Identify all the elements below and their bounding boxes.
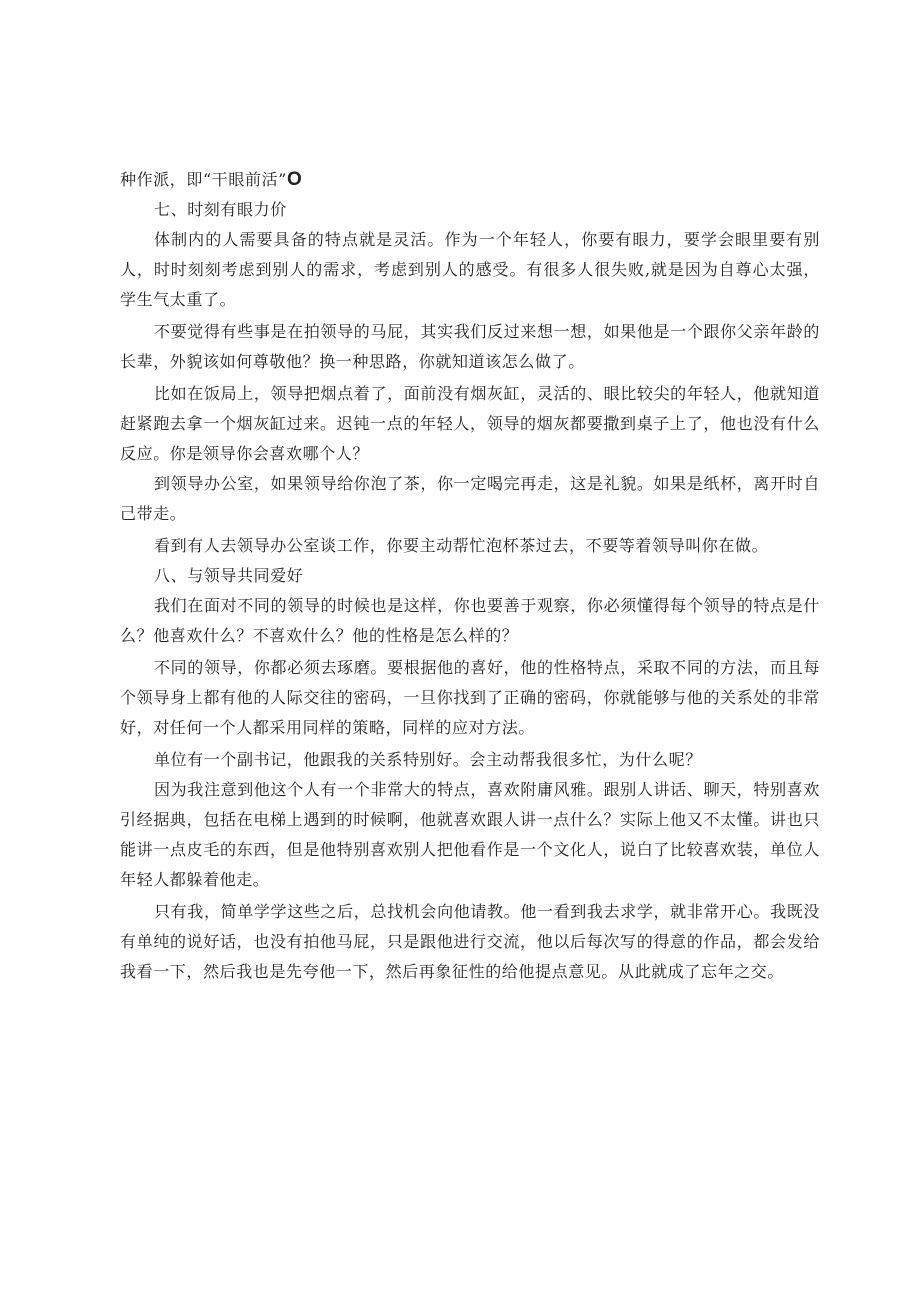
paragraph-7-3: 比如在饭局上，领导把烟点着了，面前没有烟灰缸，灵活的、眼比较尖的年轻人，他就知道赶紧跑去拿一个烟灰缸过来。迟钝一点的年轻人，领导的烟灰都要撒到桌子上了，他也没有什么反应。你是领导你会喜欢哪个人？ [120,384,820,463]
paragraph-8-4: 因为我注意到他这个人有一个非常大的特点，喜欢附庸风雅。跟别人讲话、聊天，特别喜欢引经据典，包括在电梯上遇到的时候啊，他就喜欢跟人讲一点什么？实际上他又不太懂。讲也只能讲一点皮毛的东西，但是他特别喜欢别人把他看作是一个文化人，说白了比较喜欢装，单位人年轻人都躲着他走。 [120,780,820,889]
continuation-line [120,165,820,195]
document-body [120,165,820,987]
section-8-heading: 八、与领导共同爱好 [154,566,304,585]
section-7-heading: 七、时刻有眼力价 [154,200,287,219]
paragraph-8-2: 不同的领导，你都必须去琢磨。要根据他的喜好，他的性格特点，采取不同的方法，而且每个领导身上都有他的人际交往的密码，一旦你找到了正确的密码，你就能够与他的关系处的非常好，对任何一个人都采用同样的策略，同样的应对方法。 [120,658,820,737]
continuation-text: 种作派，即“干眼前活” [120,170,287,189]
continuation-tail: O [286,169,302,190]
paragraph-7-2: 不要觉得有些事是在拍领导的马屁，其实我们反过来想一想，如果他是一个跟你父亲年龄的长辈，外貌该如何尊敬他？换一种思路，你就知道该怎么做了。 [120,322,820,371]
paragraph-7-5: 看到有人去领导办公室谈工作，你要主动帮忙泡杯茶过去，不要等着领导叫你在做。 [154,536,769,555]
paragraph-8-3: 单位有一个副书记，他跟我的关系特别好。会主动帮我很多忙，为什么呢？ [154,750,702,769]
paragraph-7-4: 到领导办公室，如果领导给你泡了茶，你一定喝完再走，这是礼貌。如果是纸杯，离开时自己带走。 [120,474,820,523]
paragraph-8-1: 我们在面对不同的领导的时候也是这样，你也要善于观察，你必须懂得每个领导的特点是什么？他喜欢什么？不喜欢什么？他的性格是怎么样的？ [120,596,820,645]
paragraph-7-1: 体制内的人需要具备的特点就是灵活。作为一个年轻人，你要有眼力，要学会眼里要有别人，时时刻刻考虑到别人的需求，考虑到别人的感受。有很多人很失败,就是因为自尊心太强，学生气太重了。 [120,230,820,309]
paragraph-8-5: 只有我，简单学学这些之后，总找机会向他请教。他一看到我去求学，就非常开心。我既没有单纯的说好话，也没有拍他马屁，只是跟他进行交流，他以后每次写的得意的作品，都会发给我看一下，然后我也是先夸他一下，然后再象征性的给他提点意见。从此就成了忘年之交。 [120,902,820,981]
